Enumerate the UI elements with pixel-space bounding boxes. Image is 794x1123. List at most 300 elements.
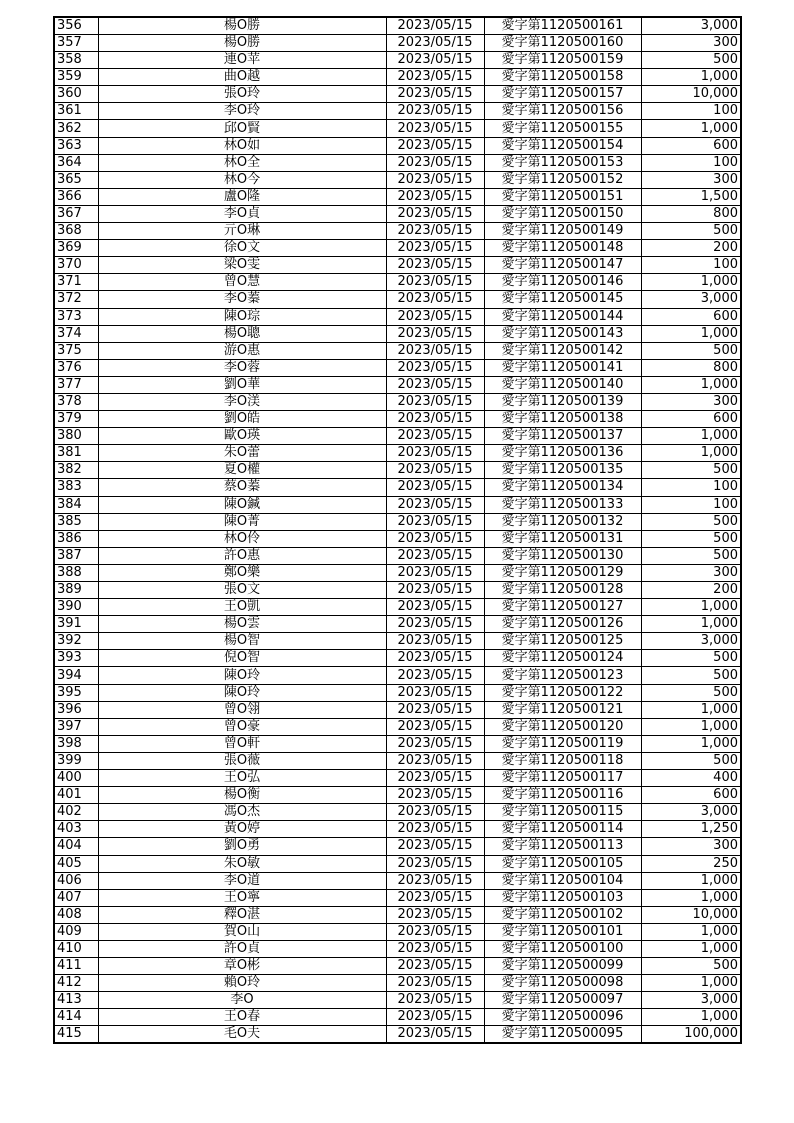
donor-name: 楊O勝 bbox=[98, 17, 386, 35]
donor-name: 陳O玲 bbox=[98, 684, 386, 701]
donor-name: 陳O琮 bbox=[98, 308, 386, 325]
receipt-number: 愛字第1120500134 bbox=[484, 479, 641, 496]
row-number: 403 bbox=[54, 821, 98, 838]
donor-name: 李O玲 bbox=[98, 103, 386, 120]
receipt-number: 愛字第1120500160 bbox=[484, 35, 641, 52]
donation-amount: 1,000 bbox=[641, 120, 741, 137]
receipt-number: 愛字第1120500137 bbox=[484, 428, 641, 445]
donation-date: 2023/05/15 bbox=[386, 718, 484, 735]
receipt-number: 愛字第1120500146 bbox=[484, 274, 641, 291]
donation-amount: 500 bbox=[641, 547, 741, 564]
receipt-number: 愛字第1120500129 bbox=[484, 564, 641, 581]
table-row bbox=[54, 359, 741, 376]
table-row bbox=[54, 633, 741, 650]
donor-name: 朱O敏 bbox=[98, 855, 386, 872]
receipt-number: 愛字第1120500147 bbox=[484, 257, 641, 274]
receipt-number: 愛字第1120500113 bbox=[484, 838, 641, 855]
receipt-number: 愛字第1120500148 bbox=[484, 240, 641, 257]
receipt-number: 愛字第1120500121 bbox=[484, 701, 641, 718]
donation-date: 2023/05/15 bbox=[386, 359, 484, 376]
table-row bbox=[54, 35, 741, 52]
donation-amount: 300 bbox=[641, 35, 741, 52]
row-number: 359 bbox=[54, 69, 98, 86]
donation-date: 2023/05/15 bbox=[386, 564, 484, 581]
row-number: 406 bbox=[54, 872, 98, 889]
table-row bbox=[54, 855, 741, 872]
donor-name: 賴O玲 bbox=[98, 975, 386, 992]
donation-date: 2023/05/15 bbox=[386, 1009, 484, 1026]
table-row bbox=[54, 17, 741, 35]
donation-amount: 1,000 bbox=[641, 718, 741, 735]
donation-amount: 100 bbox=[641, 496, 741, 513]
donation-amount: 3,000 bbox=[641, 291, 741, 308]
donation-amount: 500 bbox=[641, 462, 741, 479]
donor-name: 亓O琳 bbox=[98, 223, 386, 240]
donation-date: 2023/05/15 bbox=[386, 889, 484, 906]
receipt-number: 愛字第1120500156 bbox=[484, 103, 641, 120]
table-row bbox=[54, 137, 741, 154]
donation-date: 2023/05/15 bbox=[386, 821, 484, 838]
donor-name: 林O如 bbox=[98, 137, 386, 154]
row-number: 386 bbox=[54, 530, 98, 547]
row-number: 388 bbox=[54, 564, 98, 581]
table-row bbox=[54, 325, 741, 342]
table-row bbox=[54, 52, 741, 69]
receipt-number: 愛字第1120500152 bbox=[484, 171, 641, 188]
donor-name: 楊O聰 bbox=[98, 325, 386, 342]
donor-name: 曲O越 bbox=[98, 69, 386, 86]
table-row bbox=[54, 171, 741, 188]
donor-name: 楊O衡 bbox=[98, 787, 386, 804]
donation-amount: 250 bbox=[641, 855, 741, 872]
donation-date: 2023/05/15 bbox=[386, 616, 484, 633]
donation-date: 2023/05/15 bbox=[386, 582, 484, 599]
donation-amount: 500 bbox=[641, 650, 741, 667]
donation-amount: 3,000 bbox=[641, 633, 741, 650]
table-row bbox=[54, 154, 741, 171]
donation-amount: 3,000 bbox=[641, 17, 741, 35]
row-number: 387 bbox=[54, 547, 98, 564]
donation-amount: 1,000 bbox=[641, 445, 741, 462]
receipt-number: 愛字第1120500144 bbox=[484, 308, 641, 325]
table-row bbox=[54, 69, 741, 86]
donation-date: 2023/05/15 bbox=[386, 530, 484, 547]
donation-amount: 1,000 bbox=[641, 940, 741, 957]
donation-date: 2023/05/15 bbox=[386, 735, 484, 752]
donation-date: 2023/05/15 bbox=[386, 137, 484, 154]
row-number: 410 bbox=[54, 940, 98, 957]
donation-date: 2023/05/15 bbox=[386, 804, 484, 821]
receipt-number: 愛字第1120500140 bbox=[484, 376, 641, 393]
donor-name: 王O弘 bbox=[98, 770, 386, 787]
receipt-number: 愛字第1120500101 bbox=[484, 923, 641, 940]
table-row bbox=[54, 616, 741, 633]
receipt-number: 愛字第1120500159 bbox=[484, 52, 641, 69]
donation-amount: 400 bbox=[641, 770, 741, 787]
donation-amount: 10,000 bbox=[641, 906, 741, 923]
table-row bbox=[54, 582, 741, 599]
donation-date: 2023/05/15 bbox=[386, 69, 484, 86]
donation-date: 2023/05/15 bbox=[386, 411, 484, 428]
receipt-number: 愛字第1120500142 bbox=[484, 342, 641, 359]
table-row bbox=[54, 1026, 741, 1044]
receipt-number: 愛字第1120500130 bbox=[484, 547, 641, 564]
receipt-number: 愛字第1120500132 bbox=[484, 513, 641, 530]
receipt-number: 愛字第1120500096 bbox=[484, 1009, 641, 1026]
receipt-number: 愛字第1120500100 bbox=[484, 940, 641, 957]
donor-name: 林O伶 bbox=[98, 530, 386, 547]
donation-date: 2023/05/15 bbox=[386, 120, 484, 137]
receipt-number: 愛字第1120500136 bbox=[484, 445, 641, 462]
row-number: 404 bbox=[54, 838, 98, 855]
table-row bbox=[54, 564, 741, 581]
donation-date: 2023/05/15 bbox=[386, 171, 484, 188]
donor-name: 邱O賢 bbox=[98, 120, 386, 137]
donation-date: 2023/05/15 bbox=[386, 325, 484, 342]
row-number: 369 bbox=[54, 240, 98, 257]
donation-date: 2023/05/15 bbox=[386, 291, 484, 308]
donation-date: 2023/05/15 bbox=[386, 872, 484, 889]
donation-date: 2023/05/15 bbox=[386, 787, 484, 804]
donor-name: 陳O鍼 bbox=[98, 496, 386, 513]
donation-date: 2023/05/15 bbox=[386, 752, 484, 769]
donation-date: 2023/05/15 bbox=[386, 17, 484, 35]
row-number: 396 bbox=[54, 701, 98, 718]
table-row bbox=[54, 308, 741, 325]
receipt-number: 愛字第1120500115 bbox=[484, 804, 641, 821]
receipt-number: 愛字第1120500117 bbox=[484, 770, 641, 787]
donation-date: 2023/05/15 bbox=[386, 701, 484, 718]
row-number: 389 bbox=[54, 582, 98, 599]
donation-amount: 800 bbox=[641, 205, 741, 222]
donation-amount: 100 bbox=[641, 479, 741, 496]
donation-amount: 100 bbox=[641, 257, 741, 274]
table-row bbox=[54, 496, 741, 513]
donation-date: 2023/05/15 bbox=[386, 667, 484, 684]
donation-date: 2023/05/15 bbox=[386, 906, 484, 923]
row-number: 366 bbox=[54, 188, 98, 205]
donation-amount: 1,250 bbox=[641, 821, 741, 838]
row-number: 363 bbox=[54, 137, 98, 154]
row-number: 397 bbox=[54, 718, 98, 735]
row-number: 380 bbox=[54, 428, 98, 445]
donation-date: 2023/05/15 bbox=[386, 770, 484, 787]
donor-name: 盧O隆 bbox=[98, 188, 386, 205]
donor-name: 陳O玲 bbox=[98, 667, 386, 684]
row-number: 412 bbox=[54, 975, 98, 992]
row-number: 394 bbox=[54, 667, 98, 684]
donation-date: 2023/05/15 bbox=[386, 103, 484, 120]
donation-date: 2023/05/15 bbox=[386, 633, 484, 650]
receipt-number: 愛字第1120500123 bbox=[484, 667, 641, 684]
table-row bbox=[54, 770, 741, 787]
row-number: 373 bbox=[54, 308, 98, 325]
donor-name: 張O文 bbox=[98, 582, 386, 599]
row-number: 415 bbox=[54, 1026, 98, 1044]
table-row bbox=[54, 411, 741, 428]
table-row bbox=[54, 821, 741, 838]
row-number: 364 bbox=[54, 154, 98, 171]
donor-name: 王O寧 bbox=[98, 889, 386, 906]
donor-name: 釋O湛 bbox=[98, 906, 386, 923]
donation-amount: 500 bbox=[641, 52, 741, 69]
donation-amount: 500 bbox=[641, 342, 741, 359]
donation-date: 2023/05/15 bbox=[386, 855, 484, 872]
donation-date: 2023/05/15 bbox=[386, 650, 484, 667]
receipt-number: 愛字第1120500153 bbox=[484, 154, 641, 171]
row-number: 398 bbox=[54, 735, 98, 752]
receipt-number: 愛字第1120500102 bbox=[484, 906, 641, 923]
row-number: 385 bbox=[54, 513, 98, 530]
donor-name: 林O全 bbox=[98, 154, 386, 171]
donor-name: 楊O雲 bbox=[98, 616, 386, 633]
receipt-number: 愛字第1120500119 bbox=[484, 735, 641, 752]
donation-date: 2023/05/15 bbox=[386, 223, 484, 240]
donation-amount: 1,000 bbox=[641, 735, 741, 752]
row-number: 357 bbox=[54, 35, 98, 52]
receipt-number: 愛字第1120500143 bbox=[484, 325, 641, 342]
donation-amount: 1,000 bbox=[641, 376, 741, 393]
donor-name: 許O貞 bbox=[98, 940, 386, 957]
receipt-number: 愛字第1120500157 bbox=[484, 86, 641, 103]
donor-name: 馮O杰 bbox=[98, 804, 386, 821]
donation-amount: 1,500 bbox=[641, 188, 741, 205]
donation-amount: 300 bbox=[641, 171, 741, 188]
table-row bbox=[54, 257, 741, 274]
donation-date: 2023/05/15 bbox=[386, 240, 484, 257]
donation-amount: 300 bbox=[641, 564, 741, 581]
table-row bbox=[54, 120, 741, 137]
donation-date: 2023/05/15 bbox=[386, 86, 484, 103]
row-number: 390 bbox=[54, 599, 98, 616]
donation-amount: 1,000 bbox=[641, 923, 741, 940]
row-number: 365 bbox=[54, 171, 98, 188]
table-row bbox=[54, 872, 741, 889]
row-number: 372 bbox=[54, 291, 98, 308]
row-number: 391 bbox=[54, 616, 98, 633]
donor-name: 曾O軒 bbox=[98, 735, 386, 752]
table-row bbox=[54, 906, 741, 923]
receipt-number: 愛字第1120500103 bbox=[484, 889, 641, 906]
donation-date: 2023/05/15 bbox=[386, 257, 484, 274]
donation-amount: 1,000 bbox=[641, 69, 741, 86]
donation-amount: 1,000 bbox=[641, 599, 741, 616]
receipt-number: 愛字第1120500120 bbox=[484, 718, 641, 735]
donation-amount: 500 bbox=[641, 958, 741, 975]
donation-date: 2023/05/15 bbox=[386, 445, 484, 462]
donation-amount: 3,000 bbox=[641, 804, 741, 821]
donation-date: 2023/05/15 bbox=[386, 513, 484, 530]
donation-amount: 200 bbox=[641, 240, 741, 257]
row-number: 367 bbox=[54, 205, 98, 222]
table-row bbox=[54, 530, 741, 547]
donation-amount: 1,000 bbox=[641, 872, 741, 889]
receipt-number: 愛字第1120500127 bbox=[484, 599, 641, 616]
donation-date: 2023/05/15 bbox=[386, 992, 484, 1009]
donation-amount: 500 bbox=[641, 684, 741, 701]
receipt-number: 愛字第1120500104 bbox=[484, 872, 641, 889]
donation-date: 2023/05/15 bbox=[386, 958, 484, 975]
receipt-number: 愛字第1120500149 bbox=[484, 223, 641, 240]
row-number: 393 bbox=[54, 650, 98, 667]
donor-name: 王O春 bbox=[98, 1009, 386, 1026]
row-number: 395 bbox=[54, 684, 98, 701]
donation-amount: 100 bbox=[641, 154, 741, 171]
row-number: 360 bbox=[54, 86, 98, 103]
donor-name: 鄭O樂 bbox=[98, 564, 386, 581]
row-number: 392 bbox=[54, 633, 98, 650]
donation-date: 2023/05/15 bbox=[386, 599, 484, 616]
donation-amount: 200 bbox=[641, 582, 741, 599]
row-number: 376 bbox=[54, 359, 98, 376]
receipt-number: 愛字第1120500139 bbox=[484, 393, 641, 410]
row-number: 378 bbox=[54, 393, 98, 410]
row-number: 356 bbox=[54, 17, 98, 35]
row-number: 401 bbox=[54, 787, 98, 804]
table-row bbox=[54, 205, 741, 222]
donation-date: 2023/05/15 bbox=[386, 393, 484, 410]
donation-table-body bbox=[54, 17, 741, 1043]
table-row bbox=[54, 701, 741, 718]
table-row bbox=[54, 274, 741, 291]
donor-name: 李O蓁 bbox=[98, 291, 386, 308]
donor-name: 倪O智 bbox=[98, 650, 386, 667]
receipt-number: 愛字第1120500114 bbox=[484, 821, 641, 838]
donation-amount: 100,000 bbox=[641, 1026, 741, 1044]
donation-amount: 10,000 bbox=[641, 86, 741, 103]
donation-date: 2023/05/15 bbox=[386, 496, 484, 513]
donor-name: 朱O蕾 bbox=[98, 445, 386, 462]
donation-table bbox=[53, 16, 742, 1044]
donation-date: 2023/05/15 bbox=[386, 205, 484, 222]
table-row bbox=[54, 86, 741, 103]
donor-name: 王O凱 bbox=[98, 599, 386, 616]
donation-date: 2023/05/15 bbox=[386, 923, 484, 940]
row-number: 414 bbox=[54, 1009, 98, 1026]
table-row bbox=[54, 479, 741, 496]
donation-date: 2023/05/15 bbox=[386, 684, 484, 701]
table-row bbox=[54, 735, 741, 752]
row-number: 374 bbox=[54, 325, 98, 342]
donation-amount: 500 bbox=[641, 513, 741, 530]
donation-amount: 600 bbox=[641, 308, 741, 325]
row-number: 384 bbox=[54, 496, 98, 513]
donor-name: 梁O雯 bbox=[98, 257, 386, 274]
donation-amount: 1,000 bbox=[641, 701, 741, 718]
table-row bbox=[54, 513, 741, 530]
table-row bbox=[54, 992, 741, 1009]
row-number: 382 bbox=[54, 462, 98, 479]
donor-name: 曾O翎 bbox=[98, 701, 386, 718]
donor-name: 毛O夫 bbox=[98, 1026, 386, 1044]
receipt-number: 愛字第1120500128 bbox=[484, 582, 641, 599]
donation-amount: 1,000 bbox=[641, 889, 741, 906]
table-row bbox=[54, 958, 741, 975]
donation-date: 2023/05/15 bbox=[386, 428, 484, 445]
receipt-number: 愛字第1120500145 bbox=[484, 291, 641, 308]
table-row bbox=[54, 445, 741, 462]
donation-date: 2023/05/15 bbox=[386, 462, 484, 479]
row-number: 409 bbox=[54, 923, 98, 940]
receipt-number: 愛字第1120500124 bbox=[484, 650, 641, 667]
donation-amount: 1,000 bbox=[641, 1009, 741, 1026]
donor-name: 劉O華 bbox=[98, 376, 386, 393]
donation-amount: 500 bbox=[641, 530, 741, 547]
receipt-number: 愛字第1120500158 bbox=[484, 69, 641, 86]
row-number: 358 bbox=[54, 52, 98, 69]
donation-date: 2023/05/15 bbox=[386, 308, 484, 325]
donor-name: 劉O皓 bbox=[98, 411, 386, 428]
donation-amount: 1,000 bbox=[641, 274, 741, 291]
receipt-number: 愛字第1120500133 bbox=[484, 496, 641, 513]
row-number: 383 bbox=[54, 479, 98, 496]
donor-name: 陳O菁 bbox=[98, 513, 386, 530]
donation-amount: 300 bbox=[641, 393, 741, 410]
donation-amount: 100 bbox=[641, 103, 741, 120]
donation-date: 2023/05/15 bbox=[386, 547, 484, 564]
row-number: 371 bbox=[54, 274, 98, 291]
donation-amount: 3,000 bbox=[641, 992, 741, 1009]
donor-name: 賀O山 bbox=[98, 923, 386, 940]
table-row bbox=[54, 975, 741, 992]
table-row bbox=[54, 376, 741, 393]
row-number: 408 bbox=[54, 906, 98, 923]
donor-name: 曾O豪 bbox=[98, 718, 386, 735]
receipt-number: 愛字第1120500097 bbox=[484, 992, 641, 1009]
donation-date: 2023/05/15 bbox=[386, 376, 484, 393]
donation-date: 2023/05/15 bbox=[386, 188, 484, 205]
row-number: 362 bbox=[54, 120, 98, 137]
row-number: 368 bbox=[54, 223, 98, 240]
donation-date: 2023/05/15 bbox=[386, 1026, 484, 1044]
table-row bbox=[54, 291, 741, 308]
receipt-number: 愛字第1120500131 bbox=[484, 530, 641, 547]
row-number: 407 bbox=[54, 889, 98, 906]
row-number: 370 bbox=[54, 257, 98, 274]
donor-name: 李O道 bbox=[98, 872, 386, 889]
donation-amount: 1,000 bbox=[641, 325, 741, 342]
donor-name: 夏O權 bbox=[98, 462, 386, 479]
donor-name: 李O渼 bbox=[98, 393, 386, 410]
receipt-number: 愛字第1120500099 bbox=[484, 958, 641, 975]
row-number: 381 bbox=[54, 445, 98, 462]
donation-amount: 1,000 bbox=[641, 616, 741, 633]
donor-name: 曾O慧 bbox=[98, 274, 386, 291]
donation-date: 2023/05/15 bbox=[386, 274, 484, 291]
receipt-number: 愛字第1120500150 bbox=[484, 205, 641, 222]
donation-date: 2023/05/15 bbox=[386, 479, 484, 496]
donation-date: 2023/05/15 bbox=[386, 838, 484, 855]
receipt-number: 愛字第1120500126 bbox=[484, 616, 641, 633]
row-number: 377 bbox=[54, 376, 98, 393]
receipt-number: 愛字第1120500151 bbox=[484, 188, 641, 205]
donation-amount: 800 bbox=[641, 359, 741, 376]
table-row bbox=[54, 462, 741, 479]
receipt-number: 愛字第1120500135 bbox=[484, 462, 641, 479]
table-row bbox=[54, 599, 741, 616]
row-number: 399 bbox=[54, 752, 98, 769]
table-row bbox=[54, 667, 741, 684]
donation-amount: 500 bbox=[641, 223, 741, 240]
donor-name: 連O苹 bbox=[98, 52, 386, 69]
table-row bbox=[54, 547, 741, 564]
receipt-number: 愛字第1120500095 bbox=[484, 1026, 641, 1044]
donation-amount: 500 bbox=[641, 667, 741, 684]
table-row bbox=[54, 804, 741, 821]
receipt-number: 愛字第1120500155 bbox=[484, 120, 641, 137]
donor-name: 楊O智 bbox=[98, 633, 386, 650]
donation-amount: 1,000 bbox=[641, 975, 741, 992]
